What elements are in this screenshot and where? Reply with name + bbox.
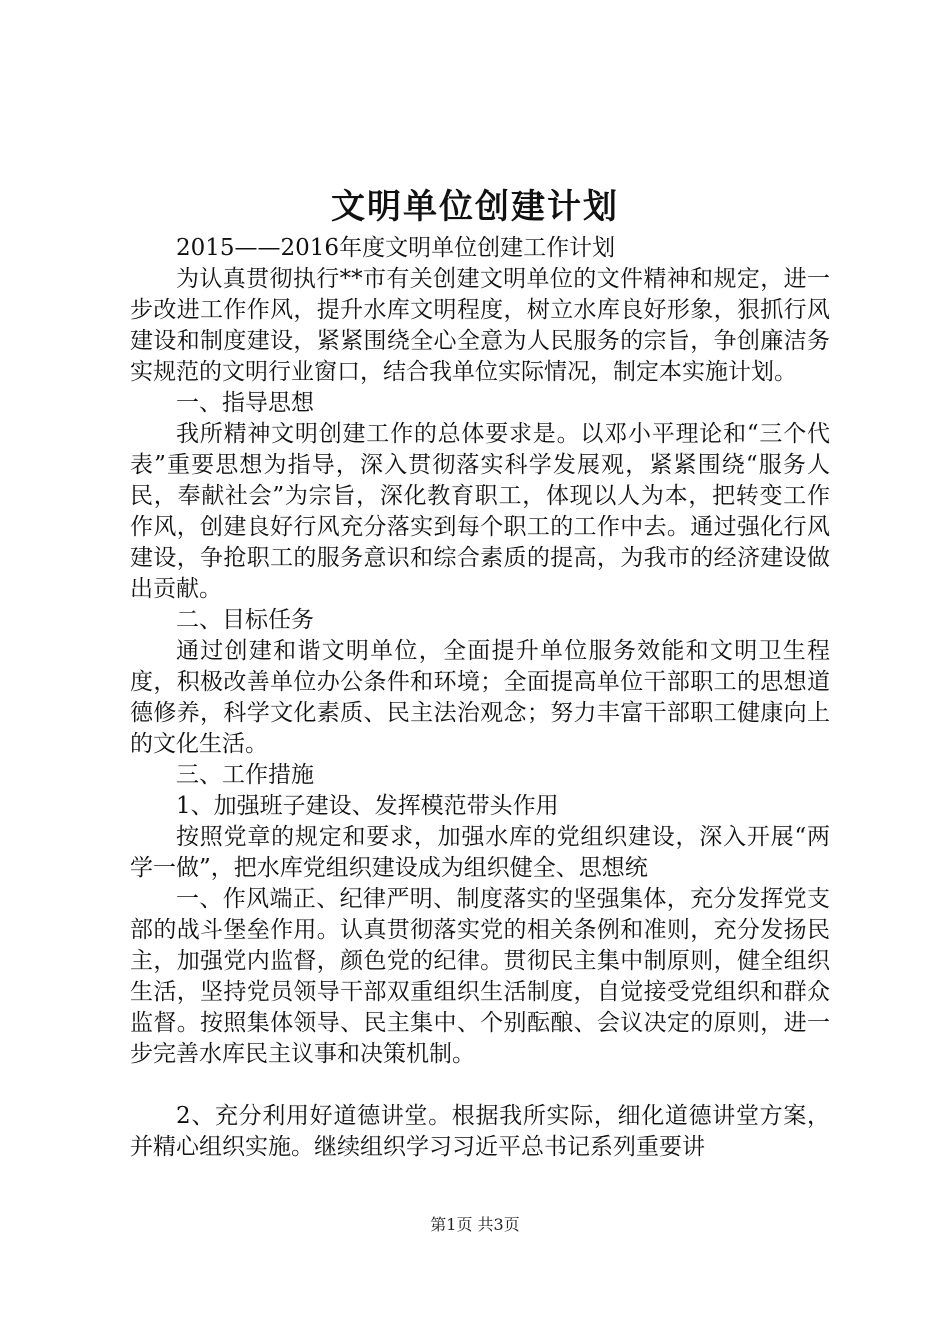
goals-paragraph: 通过创建和谐文明单位，全面提升单位服务效能和文明卫生程度，积极改善单位办公条件和环境；全面提高单位干部职工的思想道德修养，科学文化素质、民主法治观念；努力丰富干部职工健康向上的文化生活。 <box>130 638 830 757</box>
measure-1-heading: 1、加强班子建设、发挥模范带头作用 <box>176 793 559 819</box>
guiding-ideology-paragraph: 我所精神文明创建工作的总体要求是。以邓小平理论和“三个代表”重要思想为指导，深入贯彻落实科学发展观，紧紧围绕“服务人民，奉献社会”为宗旨，深化教育职工，体现以人为本，把转变工作作风，创建良好行风充分落实到每个职工的工作中去。通过强化行风建设，争抢职工的服务意识和综合素质的提高，为我市的经济建设做出贡献。 <box>130 421 830 602</box>
measure-1-continued-paragraph: 一、作风端正、纪律严明、制度落实的坚强集体，充分发挥党支部的战斗堡垒作用。认真贯彻落实党的相关条例和准则，充分发扬民主，加强党内监督，颜色党的纪律。贯彻民主集中制原则，健全组织生活，坚持党员领导干部双重组织生活制度，自觉接受党组织和群众监督。按照集体领导、民主集中、个别酝酿、会议决定的原则，进一步完善水库民主议事和决策机制。 <box>130 886 830 1067</box>
intro-paragraph: 为认真贯彻执行**市有关创建文明单位的文件精神和规定，进一步改进工作作风，提升水库文明程度，树立水库良好形象，狠抓行风建设和制度建设，紧紧围绕全心全意为人民服务的宗旨，争创廉洁务实规范的文明行业窗口，结合我单位实际情况，制定本实施计划。 <box>130 266 830 385</box>
page-number-footer: 第1页 共3页 <box>430 1215 520 1234</box>
section-heading-guiding-ideology: 一、指导思想 <box>176 390 314 416</box>
paragraph-gap <box>130 1070 830 1101</box>
section-heading-measures: 三、工作措施 <box>176 762 314 788</box>
measure-1-paragraph: 按照党章的规定和要求，加强水库的党组织建设，深入开展“两学一做”，把水库党组织建设成为组织健全、思想统 <box>130 824 830 881</box>
measure-2-paragraph: 2、充分利用好道德讲堂。根据我所实际，细化道德讲堂方案，并精心组织实施。继续组织学习习近平总书记系列重要讲 <box>130 1103 830 1160</box>
document-body <box>130 233 830 1163</box>
section-heading-goals: 二、目标任务 <box>176 607 314 633</box>
document-title: 文明单位创建计划 <box>331 187 619 227</box>
plan-subtitle: 2015——2016年度文明单位创建工作计划 <box>176 235 616 261</box>
